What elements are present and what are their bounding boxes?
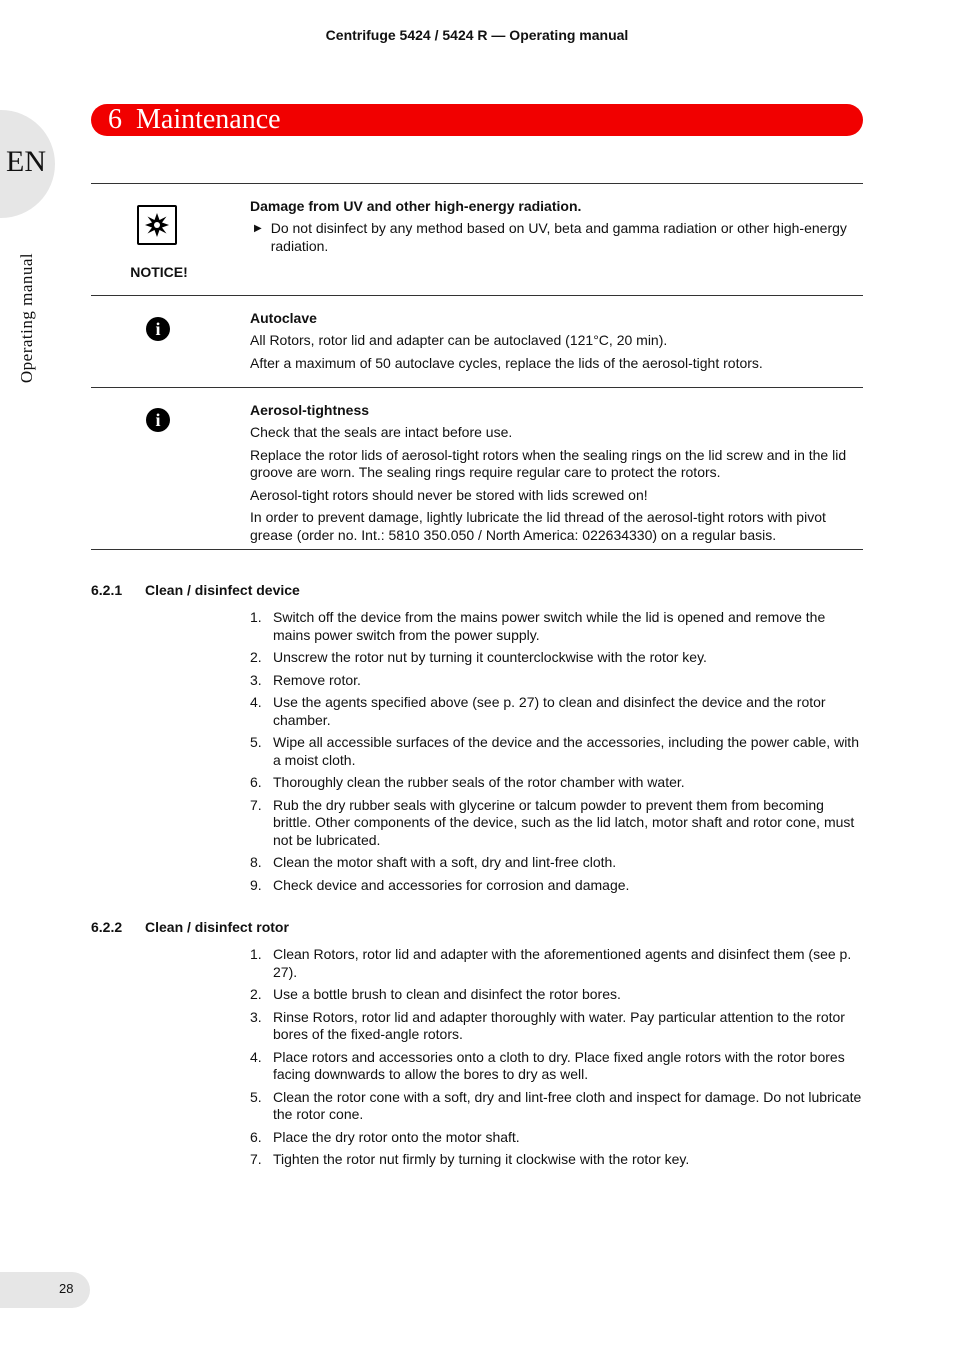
section-title: Clean / disinfect device — [145, 582, 300, 598]
section-number: 6.2.2 — [91, 919, 123, 935]
note-icon-column — [91, 388, 250, 549]
page-tab — [0, 1272, 90, 1308]
list-item — [250, 649, 863, 667]
device-steps-list — [250, 609, 863, 899]
note-text: Check that the seals are intact before use. — [250, 424, 513, 440]
info-icon: i — [146, 408, 170, 432]
list-item — [250, 1009, 863, 1044]
section-number: 6.2.1 — [91, 582, 123, 598]
note-text: After a maximum of 50 autoclave cycles, replace the lids of the aerosol-tight rotors. — [250, 354, 763, 371]
step-text: Use the agents specified above (see p. 27) to clean and disinfect the device and the rotor chamber. — [273, 694, 826, 728]
step-text: Use a bottle brush to clean and disinfect the rotor bores. — [273, 986, 621, 1002]
list-item — [250, 1151, 863, 1169]
note-icon-column — [91, 296, 250, 387]
note-icon-column — [91, 184, 250, 295]
notice-note — [91, 184, 863, 296]
step-number: 2. — [250, 649, 262, 665]
step-number: 7. — [250, 796, 262, 813]
step-text: Unscrew the rotor nut by turning it counterclockwise with the rotor key. — [273, 649, 707, 665]
language-label: EN — [6, 145, 46, 178]
step-number: 6. — [250, 1128, 262, 1145]
step-text: Switch off the device from the mains power switch while the lid is opened and remove the mains power switch from the power supply. — [273, 609, 826, 643]
step-text: Place the dry rotor onto the motor shaft. — [273, 1128, 520, 1145]
list-item — [250, 854, 863, 872]
chapter-title: Maintenance — [136, 104, 281, 135]
notice-label: NOTICE! — [130, 264, 188, 280]
step-number: 8. — [250, 854, 262, 870]
note-body — [250, 184, 863, 295]
note-text: Aerosol-tight rotors should never be stored with lids screwed on! — [250, 486, 648, 503]
notes-table — [91, 183, 863, 550]
note-body — [250, 296, 863, 387]
notice-icon-glyph — [144, 212, 170, 238]
list-item — [250, 774, 863, 792]
step-text: Remove rotor. — [273, 671, 361, 688]
note-text: In order to prevent damage, lightly lubricate the lid thread of the aerosol-tight rotors with pivot grease (order no. Int.: 5810 350.050 / North America: 022634330) on a regular basis. — [250, 509, 826, 543]
section-heading — [91, 919, 289, 935]
page-number: 28 — [59, 1281, 74, 1296]
step-number: 2. — [250, 986, 262, 1002]
step-text: Clean Rotors, rotor lid and adapter with the aforementioned agents and disinfect them (see p. 27). — [273, 946, 852, 980]
step-text: Rub the dry rubber seals with glycerine or talcum powder to prevent them from becoming brittle. Other components of the device, such as the lid latch, motor shaft and rotor cone, must not be lubricated. — [273, 796, 855, 848]
step-number: 5. — [250, 1088, 262, 1105]
rotor-steps-list — [250, 946, 863, 1174]
step-text: Clean the motor shaft with a soft, dry and lint-free cloth. — [273, 854, 617, 870]
list-item — [250, 986, 863, 1004]
step-number: 3. — [250, 1008, 262, 1025]
note-text: All Rotors, rotor lid and adapter can be autoclaved (121°C, 20 min). — [250, 332, 668, 348]
note-title: Damage from UV and other high-energy radiation. — [250, 198, 582, 214]
step-number: 5. — [250, 734, 262, 750]
step-number: 1. — [250, 609, 262, 625]
step-text: Thoroughly clean the rubber seals of the rotor chamber with water. — [273, 774, 685, 790]
step-text: Tighten the rotor nut firmly by turning it clockwise with the rotor key. — [273, 1151, 690, 1167]
chapter-bar — [91, 104, 863, 136]
step-text: Check device and accessories for corrosion and damage. — [273, 876, 630, 893]
step-number: 4. — [250, 694, 262, 710]
list-item — [250, 734, 863, 769]
section-title: Clean / disinfect rotor — [145, 919, 289, 935]
list-item — [250, 877, 863, 895]
note-title: Aerosol-tightness — [250, 402, 370, 418]
note-title: Autoclave — [250, 310, 317, 326]
list-item — [250, 1129, 863, 1147]
step-number: 7. — [250, 1151, 262, 1167]
step-number: 4. — [250, 1048, 262, 1065]
list-item — [250, 694, 863, 729]
triangle-bullet-icon: ▶ — [254, 223, 262, 234]
step-text: Rinse Rotors, rotor lid and adapter thoroughly with water. Pay particular attention to the rotor bores of the fixed-angle rotors. — [273, 1008, 845, 1042]
list-item — [250, 609, 863, 644]
note-bullet — [250, 220, 863, 255]
list-item — [250, 672, 863, 690]
step-text: Wipe all accessible surfaces of the device and the accessories, including the power cable, with a moist cloth. — [273, 734, 859, 768]
step-number: 1. — [250, 946, 262, 962]
note-text: Replace the rotor lids of aerosol-tight rotors when the sealing rings on the lid screw and in the lid groove are worn. The sealing rings require regular care to protect the rotors. — [250, 446, 847, 480]
list-item — [250, 797, 863, 850]
chapter-number: 6 — [108, 104, 122, 135]
step-text: Clean the rotor cone with a soft, dry and lint-free cloth and inspect for damage. Do not lubricate the rotor cone. — [273, 1088, 862, 1122]
step-text: Place rotors and accessories onto a cloth to dry. Place fixed angle rotors with the rotor bores facing downwards to allow the bores to dry as well. — [273, 1048, 845, 1082]
step-number: 9. — [250, 876, 262, 893]
notice-icon — [137, 205, 177, 245]
aerosol-note — [91, 388, 863, 550]
section-heading — [91, 582, 300, 598]
autoclave-note — [91, 296, 863, 388]
list-item — [250, 1049, 863, 1084]
side-label: Operating manual — [17, 252, 36, 384]
info-icon: i — [146, 317, 170, 341]
list-item — [250, 946, 863, 981]
list-item — [250, 1089, 863, 1124]
note-bullet-text: Do not disinfect by any method based on UV, beta and gamma radiation or other high-energy radiation. — [270, 220, 847, 254]
step-number: 3. — [250, 671, 262, 688]
note-body — [250, 388, 863, 549]
page-header: Centrifuge 5424 / 5424 R — Operating manual — [325, 27, 629, 43]
step-number: 6. — [250, 774, 262, 790]
